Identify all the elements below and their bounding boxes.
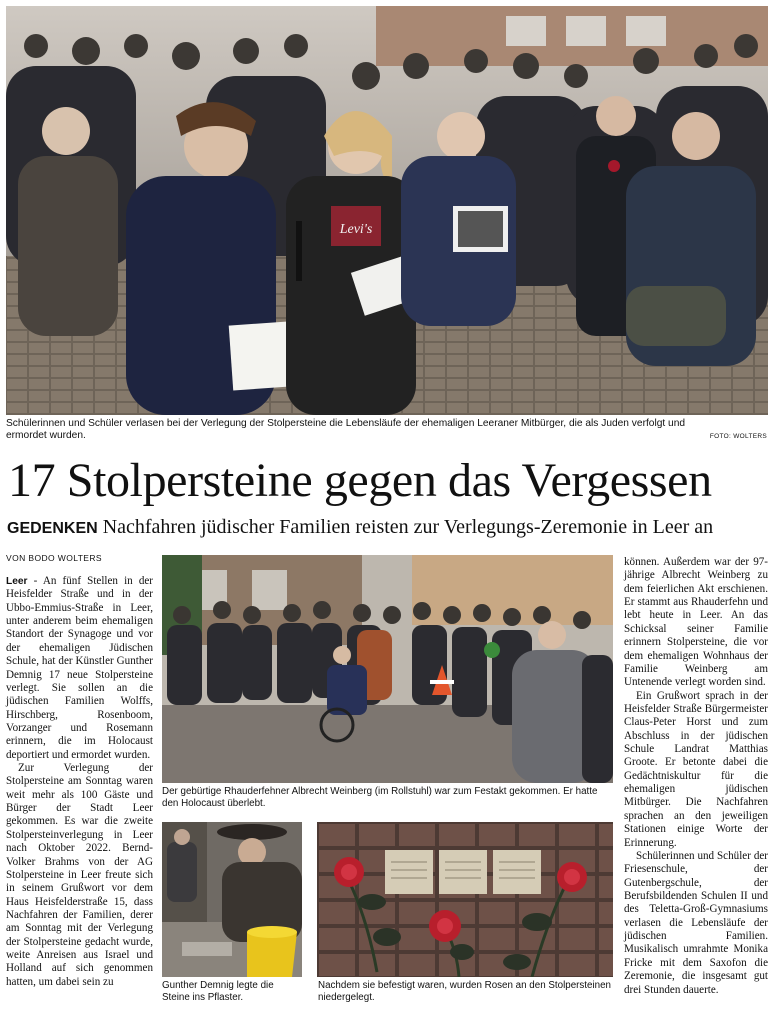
article-column-left (6, 575, 153, 989)
kicker: GEDENKEN (7, 520, 98, 537)
wheelchair-photo-caption: Der gebürtige Rhauderfehner Albrecht Weinberg (im Rollstuhl) war zum Festakt gekommen. Er hatte den Holocaust überlebt. (162, 786, 598, 809)
article-paragraph: Leer - An fünf Stellen in der Heisfelder Straße und in der Ubbo-Emmius-Straße in Leer, unter anderem beim ehemaligen Standort der Synagoge und vor der ehemaligen Jüdischen Schule, hat der Künstler Gunther Demnig 17 neue Stolpersteine verlegt. Sie sollen an die jüdischen Familien Wolffs, Hirschberg, Rosenboom, Vorzanger und Rosemann erinnern, die im Holocaust deportiert und ermordet wurden. (6, 575, 153, 761)
article-column-right (624, 556, 768, 997)
hero-caption: Schülerinnen und Schüler verlasen bei der Verlegung der Stolpersteine die Lebensläufe der ehemaligen Leeraner Mitbürger, die als Juden verfolgt und ermordet wurden. (6, 418, 686, 442)
shirt-logo-text: Levi's (339, 222, 373, 237)
photo-credit: FOTO: WOLTERS (709, 433, 767, 440)
demnig-photo-caption: Gunther Demnig legte die Steine ins Pflaster. (162, 980, 274, 1003)
headline: 17 Stolpersteine gegen das Vergessen (8, 454, 712, 507)
article-paragraph: Schülerinnen und Schüler der Friesenschule, der Gutenbergschule, der Berufsbildenden Schulen II und des Teletta-Groß-Gymnasiums verlasen die Lebensläufe der jüdischen Familien. Musikalisch umrahmte Monika Fricke mit dem Saxofon die Zeremonie, die insgesamt gut drei Stunden dauerte. (624, 849, 768, 996)
article-paragraph: Ein Grußwort sprach in der Heisfelder Straße Bürgermeister Claus-Peter Horst und zum Abschluss in der jüdischen Schule Landrat Matthias Groote. Er betonte dabei die Gedächtniskultur für die ehemaligen jüdischen Mitbürger. Die Nachfahren sprachen an den jeweiligen Stationen einige Worte der Erinnerung. (624, 689, 768, 849)
roses-photo (317, 822, 613, 977)
demnig-photo (162, 822, 302, 977)
subheadline-text: Nachfahren jüdischer Familien reisten zur Verlegungs-Zeremonie in Leer an (102, 516, 714, 538)
article-paragraph: können. Außerdem war der 97-jährige Albrecht Weinberg zu dem feierlichen Akt erschienen. Er stammt aus Rhauderfehn und lebt heute in Leer. An das Schicksal seiner Familie erinnern Stolpersteine, die vor dem ehemaligen Wohnhaus der Familie Weinberg am Untenende verlegt worden sind. (624, 556, 768, 689)
hero-photo (6, 6, 768, 415)
article-paragraph: Zur Verlegung der Stolpersteine am Sonntag waren weit mehr als 100 Gäste und Bürger der Stadt Leer gekommen. Es war die zweite Stolpersteinverlegung in Leer nach Oktober 2022. Bernd-Volker Brahms von der AG Stolpersteine in Leer freute sich in seinem Grußwort vor dem Haus Heisfelderstraße 15, dass Nachfahren der Familien, derer am Sonntag mit der Verlegung der Stolpersteine gedacht wurde, weite Anreisen aus Israel und Holland auf sich genommen hatten, um dabei sein zu (6, 762, 153, 988)
dateline: Leer (6, 576, 28, 587)
subheadline (7, 516, 713, 538)
roses-photo-caption: Nachdem sie befestigt waren, wurden Rosen an den Stolpersteinen niedergelegt. (318, 980, 611, 1003)
byline: VON BODO WOLTERS (6, 553, 102, 563)
hero-photo-crowd (6, 6, 768, 415)
wheelchair-photo (162, 555, 613, 783)
